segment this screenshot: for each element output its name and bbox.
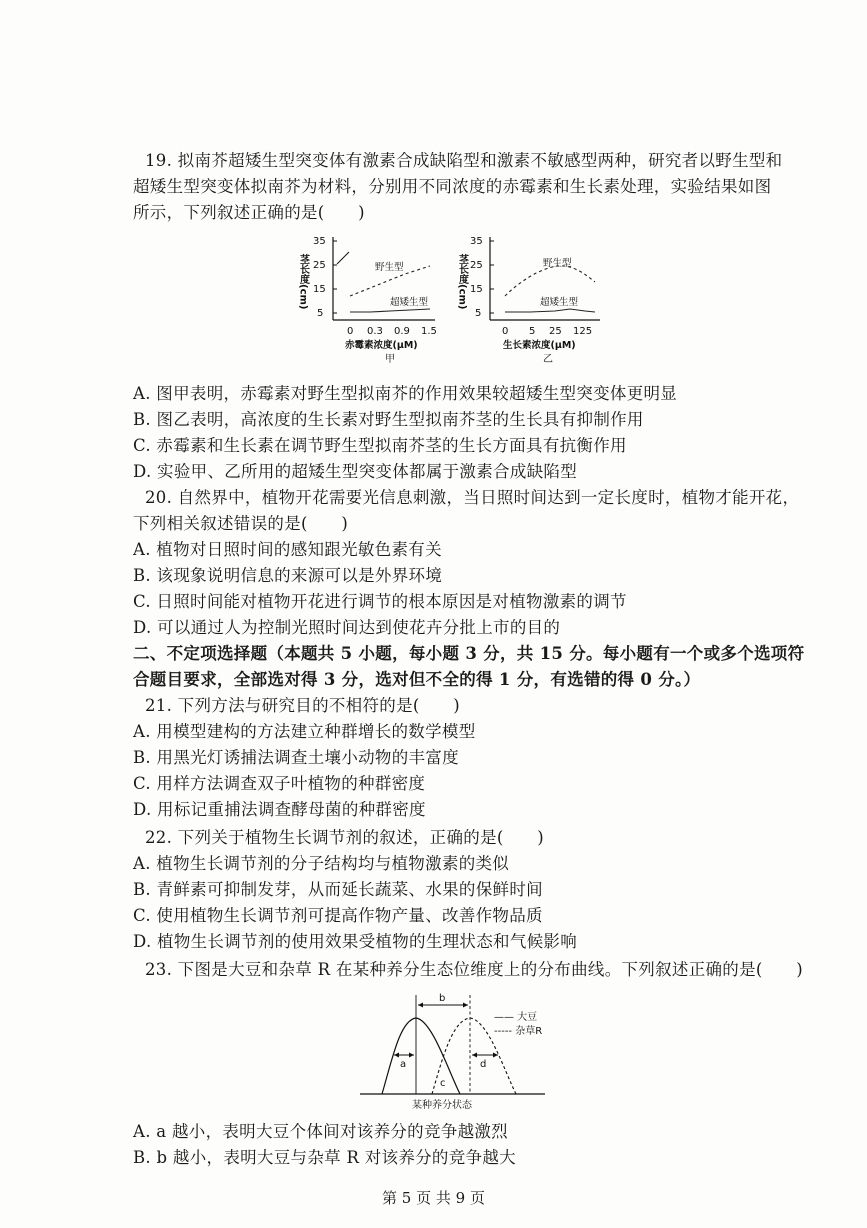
q21-option-d: D. 用标记重捕法调查酵母菌的种群密度	[133, 800, 426, 819]
q20-option-c: C. 日照时间能对植物开花进行调节的根本原因是对植物激素的调节	[133, 592, 627, 611]
q23-option-a: A. a 越小，表明大豆个体间对该养分的竞争越激烈	[133, 1122, 508, 1141]
chart-jia-label-dwarf: 超矮生型	[390, 297, 429, 308]
chart-jia-series-dwarf	[350, 309, 430, 312]
chart-yi-xtick-1: 5	[529, 326, 536, 337]
fig23-arrowhead	[409, 1053, 414, 1058]
q22-stem: 22. 下列关于植物生长调节剂的叙述，正确的是( )	[145, 828, 544, 847]
q21-option-c: C. 用样方法调查双子叶植物的种群密度	[133, 774, 426, 793]
fig23-arrowhead	[493, 1053, 498, 1058]
chart-jia-xtick-1: 0.3	[367, 326, 383, 337]
chart-yi-label-wild: 野生型	[543, 258, 572, 269]
q19-option-c: C. 赤霉素和生长素在调节野生型拟南芥茎的生长方面具有抗衡作用	[133, 436, 627, 455]
chart-yi-ytick-5: 5	[475, 308, 482, 319]
q21-stem: 21. 下列方法与研究目的不相符的是( )	[145, 696, 460, 715]
q22-option-b: B. 青鲜素可抑制发芽，从而延长蔬菜、水果的保鲜时间	[133, 880, 543, 899]
chart-yi-xtick-0: 0	[502, 326, 509, 337]
q20-stem-line2: 下列相关叙述错误的是( )	[133, 514, 349, 533]
q19-option-b: B. 图乙表明，高浓度的生长素对野生型拟南芥茎的生长具有抑制作用	[133, 410, 644, 429]
fig23-legend-soy: —— 大豆	[494, 1012, 538, 1023]
fig23-legend-weed: ----- 杂草R	[494, 1026, 543, 1037]
q23-stem: 23. 下图是大豆和杂草 R 在某种养分生态位维度上的分布曲线。下列叙述正确的是( )	[145, 960, 803, 979]
chart-yi	[457, 236, 601, 365]
q20-option-d: D. 可以通过人为控制光照时间达到使花卉分批上市的目的	[133, 618, 561, 637]
q23-option-b: B. b 越小，表明大豆与杂草 R 对该养分的竞争越大	[133, 1148, 516, 1167]
fig23-label-a: a	[400, 1059, 407, 1070]
chart-jia	[298, 236, 437, 365]
chart-jia-xtick-3: 1.5	[421, 326, 437, 337]
q20-option-a: A. 植物对日照时间的感知跟光敏色素有关	[133, 540, 442, 559]
chart-yi-ytick-25: 25	[470, 260, 483, 271]
figure-23	[360, 990, 560, 1112]
chart-jia-ytick-5: 5	[317, 308, 324, 319]
chart-yi-caption: 乙	[543, 354, 553, 365]
fig23-curve-soy	[382, 1018, 460, 1094]
fig23-arrowhead	[394, 1053, 399, 1058]
q20-stem-line1: 20. 自然界中，植物开花需要光信息刺激，当日照时间达到一定长度时，植物才能开花，	[145, 488, 800, 507]
chart-jia-top-segment	[337, 252, 349, 264]
chart-yi-series-dwarf	[505, 309, 595, 312]
chart-jia-ylabel: 茎长度(cm)	[297, 254, 309, 310]
chart-yi-ytick-35: 35	[470, 236, 483, 247]
chart-jia-xtick-0: 0	[347, 326, 354, 337]
fig23-label-c: c	[440, 1078, 446, 1089]
chart-jia-ytick-25: 25	[313, 260, 326, 271]
fig23-arrowhead	[463, 1003, 468, 1008]
chart-jia-label-wild: 野生型	[375, 262, 404, 273]
fig23-arrowhead	[418, 1003, 423, 1008]
chart-yi-xlabel: 生长素浓度(μM)	[503, 340, 576, 351]
chart-jia-ytick-35: 35	[313, 236, 326, 247]
q21-option-b: B. 用黑光灯诱捕法调查土壤小动物的丰富度	[133, 748, 459, 767]
q19-stem-line3: 所示，下列叙述正确的是( )	[133, 203, 365, 222]
q19-option-d: D. 实验甲、乙所用的超矮生型突变体都属于激素合成缺陷型	[133, 462, 578, 481]
q19-stem-line1: 19. 拟南芥超矮生型突变体有激素合成缺陷型和激素不敏感型两种，研究者以野生型和	[145, 151, 783, 170]
figure-19	[295, 232, 615, 367]
q21-option-a: A. 用模型建构的方法建立种群增长的数学模型	[133, 722, 476, 741]
chart-jia-caption: 甲	[385, 354, 395, 365]
chart-jia-xtick-2: 0.9	[394, 326, 410, 337]
q20-option-b: B. 该现象说明信息的来源可以是外界环境	[133, 566, 443, 585]
fig23-arrowhead	[472, 1053, 477, 1058]
q19-option-a: A. 图甲表明，赤霉素对野生型拟南芥的作用效果较超矮生型突变体更明显	[133, 384, 678, 403]
chart-jia-ytick-15: 15	[313, 284, 326, 295]
page-footer: 第 5 页 共 9 页	[382, 1189, 485, 1207]
chart-jia-xlabel: 赤霉素浓度(μM)	[345, 340, 418, 351]
q22-option-c: C. 使用植物生长调节剂可提高作物产量、改善作物品质	[133, 906, 543, 925]
q22-option-a: A. 植物生长调节剂的分子结构均与植物激素的类似	[133, 854, 510, 873]
chart-yi-xtick-3: 125	[573, 326, 593, 337]
chart-yi-ylabel: 茎长度(cm)	[456, 254, 468, 310]
chart-yi-ytick-15: 15	[470, 284, 483, 295]
chart-yi-series-wild	[505, 266, 595, 296]
fig23-label-b: b	[439, 993, 446, 1004]
fig23-xlabel: 某种养分状态	[412, 1100, 472, 1111]
chart-yi-xtick-2: 25	[549, 326, 562, 337]
q19-stem-line2: 超矮生型突变体拟南芥为材料，分别用不同浓度的赤霉素和生长素处理，实验结果如图	[133, 177, 772, 196]
section2-line1: 二、不定项选择题（本题共 5 小题，每小题 3 分，共 15 分。每小题有一个或多个选项符	[133, 644, 805, 663]
section2-line2: 合题目要求，全部选对得 3 分，选对但不全的得 1 分，有选错的得 0 分。）	[133, 670, 701, 689]
fig23-label-d: d	[480, 1059, 487, 1070]
q22-option-d: D. 植物生长调节剂的使用效果受植物的生理状态和气候影响	[133, 932, 578, 951]
chart-yi-label-dwarf: 超矮生型	[540, 297, 579, 308]
